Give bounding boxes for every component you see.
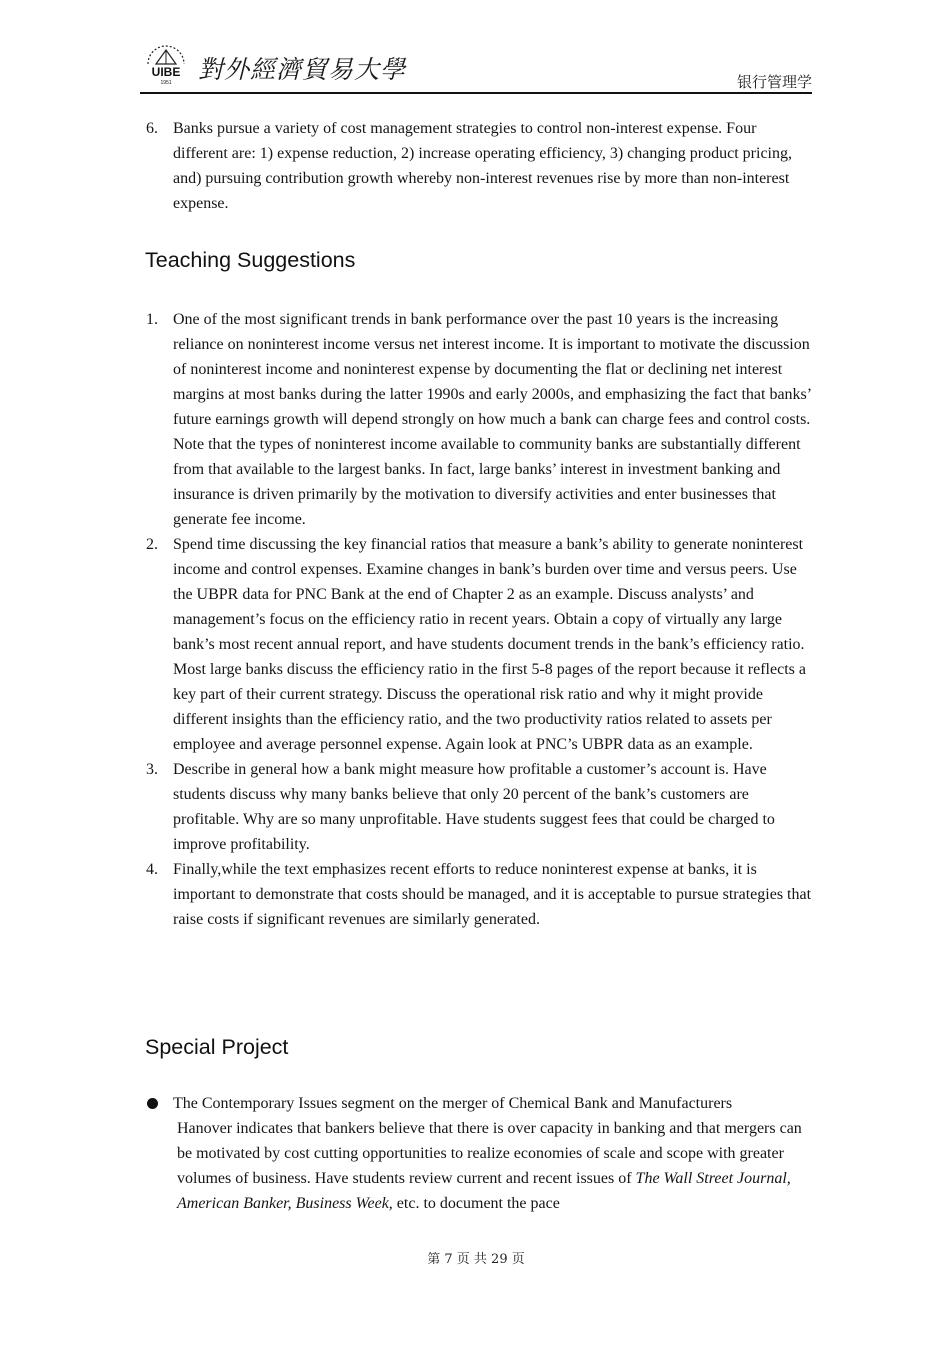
bullet-body: Hanover indicates that bankers believe that there is over capacity in banking and that mergers can be motivated by cost cutting opportunities to realize economies of scale and scope with greater volumes of business. Have students review current and recent issues of [177, 1120, 802, 1187]
item-number: 2. [146, 536, 158, 553]
item-text: One of the most significant trends in bank performance over the past 10 years is the increasing reliance on noninterest income versus net interest income. It is important to motivate the discussion of noninterest income and noninterest expense by documenting the flat or declining net interest margins at most banks during the latter 1990s and early 2000s, and emphasizing the fact that banks’ future earnings growth will depend strongly on how much a bank can charge fees and control costs. Note that the types of noninterest income available to community banks are substantially different from that available to the largest banks. In fact, large banks’ interest in investment banking and insurance is driven primarily by the motivation to diversify activities and enter businesses that generate fee income. [173, 311, 811, 528]
teaching-suggestions-heading: Teaching Suggestions [145, 248, 356, 272]
teaching-suggestions-list [146, 307, 812, 932]
bullet-tail: etc. to document the pace [396, 1195, 560, 1212]
item-text: Spend time discussing the key financial ratios that measure a bank’s ability to generate noninterest income and control expenses. Examine changes in bank’s burden over time and versus peers. Use the UBPR data for PNC Bank at the end of Chapter 2 as an example. Discuss analysts’ and management’s focus on the efficiency ratio in recent years. Obtain a copy of virtually any large bank’s most recent annual report, and have students document trends in the bank’s efficiency ratio. Most large banks discuss the efficiency ratio in the first 5-8 pages of the report because it reflects a key part of their current strategy. Discuss the operational risk ratio and why it might provide different insights than the efficiency ratio, and the two productivity ratios related to assets per employee and average personnel expense. Again look at PNC’s UBPR data as an example. [173, 536, 806, 753]
university-name: 對外經濟貿易大學 [198, 55, 407, 84]
item-text: Finally,while the text emphasizes recent efforts to reduce noninterest expense at banks, it is important to demonstrate that costs should be managed, and it is acceptable to pursue strategies that raise costs if significant revenues are similarly generated. [173, 861, 812, 928]
course-title: 银行管理学 [736, 73, 812, 91]
item-number: 4. [146, 861, 158, 878]
publications: The Wall Street Journal, American Banker, Business Week, [177, 1170, 791, 1212]
page-footer: 第 7 页 共 29 页 [427, 1252, 525, 1267]
intro-list [146, 116, 812, 216]
item-number: 6. [146, 120, 158, 137]
bullet-item [146, 1091, 812, 1216]
special-project-list [146, 1091, 812, 1216]
bullet-first-line: The Contemporary Issues segment on the merger of Chemical Bank and Manufacturers [173, 1095, 733, 1112]
bullet-icon [146, 1091, 173, 1216]
logo-year: 1951 [160, 80, 172, 86]
bullet-continuation [173, 1116, 812, 1216]
list-item [146, 857, 812, 932]
list-item [146, 532, 812, 757]
list-item [146, 757, 812, 857]
list-item [146, 116, 812, 216]
item-text: Banks pursue a variety of cost management strategies to control non-interest expense. Four different are: 1) expense reduction, 2) increase operating efficiency, 3) changing product pricing, and) pursuing contribution growth whereby non-interest revenues rise by more than non-interest expense. [173, 120, 792, 212]
item-number: 3. [146, 761, 158, 778]
item-text: Describe in general how a bank might measure how profitable a customer’s account is. Have students discuss why many banks believe that only 20 percent of the bank’s customers are profitable. Why are so many unprofitable. Have students suggest fees that could be charged to improve profitability. [173, 761, 775, 853]
university-logo [142, 42, 190, 86]
list-item [146, 307, 812, 532]
header-rule [140, 92, 812, 94]
logo-text: UIBE [151, 65, 181, 79]
page-header [140, 38, 812, 96]
bullet-text [173, 1091, 812, 1216]
special-project-heading: Special Project [145, 1035, 289, 1059]
item-number: 1. [146, 311, 158, 328]
